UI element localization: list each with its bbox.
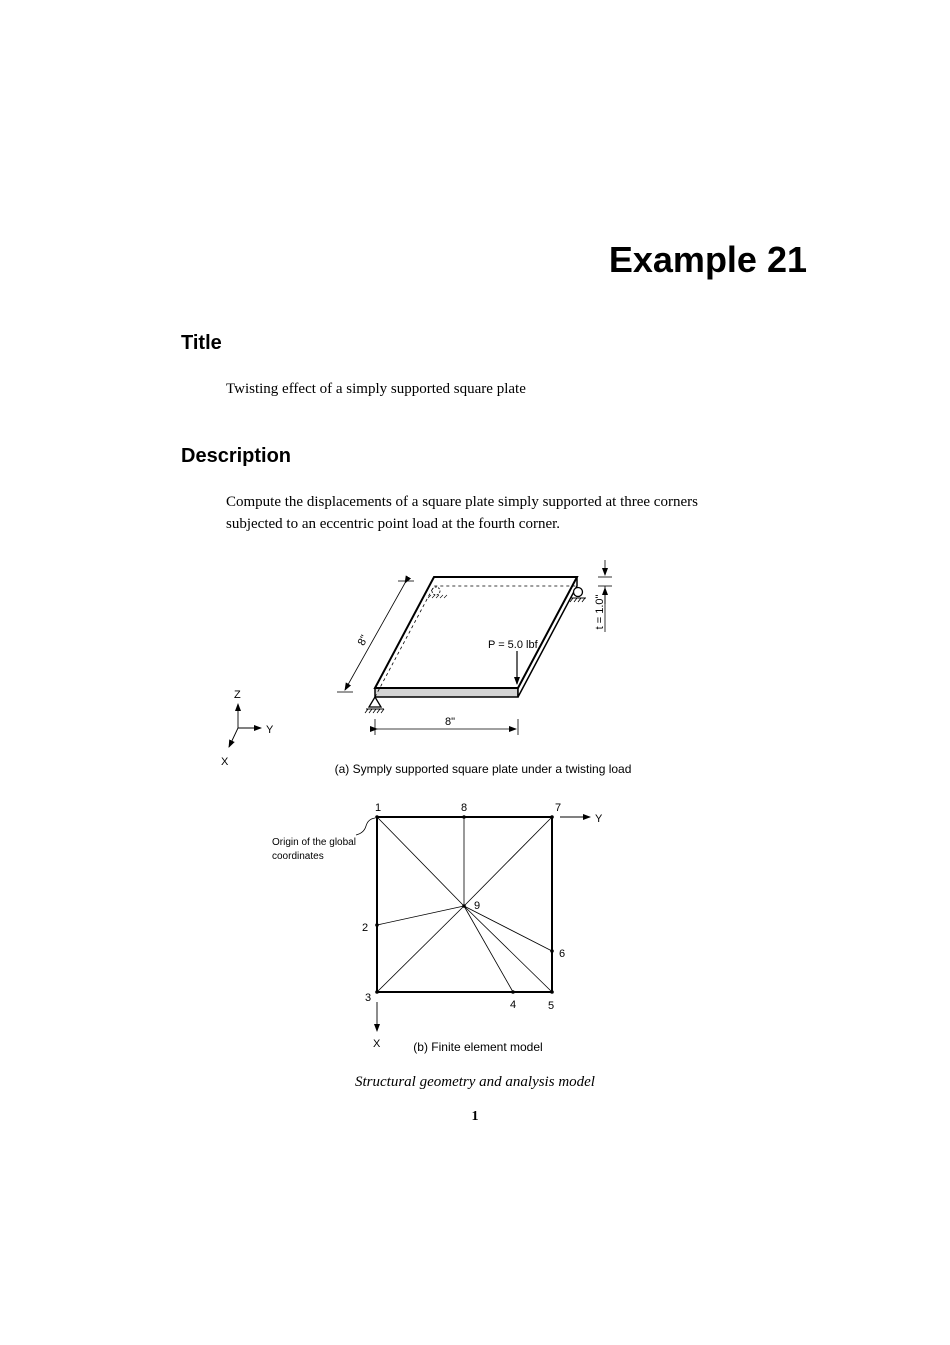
thickness-label: t = 1.0" <box>594 594 606 630</box>
figure-a-caption: (a) Symply supported square plate under a twisting load <box>334 762 632 776</box>
node-label-8: 8 <box>461 802 468 814</box>
axis-y-label-b: Y <box>595 813 603 825</box>
node-label-1: 1 <box>375 802 382 814</box>
axis-z-label: Z <box>234 689 241 701</box>
origin-leader-line <box>356 818 375 835</box>
support-pin-front-left <box>365 697 384 713</box>
dimension-side-label: 8" <box>355 633 372 648</box>
axes-triad <box>229 704 261 747</box>
origin-note-line1: Origin of the global <box>272 837 356 848</box>
node-label-5: 5 <box>548 1000 555 1012</box>
node-label-3: 3 <box>365 992 372 1004</box>
axis-y-label-a: Y <box>266 724 274 736</box>
plate-top-face <box>375 577 577 688</box>
node-label-6: 6 <box>559 948 566 960</box>
plate-front-face <box>375 688 518 697</box>
section-heading-description: Description <box>181 445 292 467</box>
node-label-4: 4 <box>510 999 517 1011</box>
chapter-title: Example 21 <box>608 239 807 280</box>
title-text: Twisting effect of a simply supported square plate <box>226 381 526 397</box>
dimension-bottom-label: 8" <box>444 716 456 728</box>
node-label-9: 9 <box>474 900 481 912</box>
figure-b-caption: (b) Finite element model <box>413 1040 543 1054</box>
origin-note-line2: coordinates <box>272 851 324 862</box>
axis-x-label-a: X <box>221 756 229 768</box>
page-number: 1 <box>471 1109 479 1124</box>
node-label-7: 7 <box>555 802 562 814</box>
section-heading-title: Title <box>181 332 222 354</box>
load-label: P = 5.0 lbf <box>488 639 538 651</box>
node-label-2: 2 <box>362 922 369 934</box>
description-text: Compute the displacements of a square plate simply supported at three corners subjected to an eccentric point load at the fourth corner. <box>226 494 698 532</box>
figure-caption: Structural geometry and analysis model <box>355 1074 595 1090</box>
axis-x-label-b: X <box>373 1038 381 1050</box>
